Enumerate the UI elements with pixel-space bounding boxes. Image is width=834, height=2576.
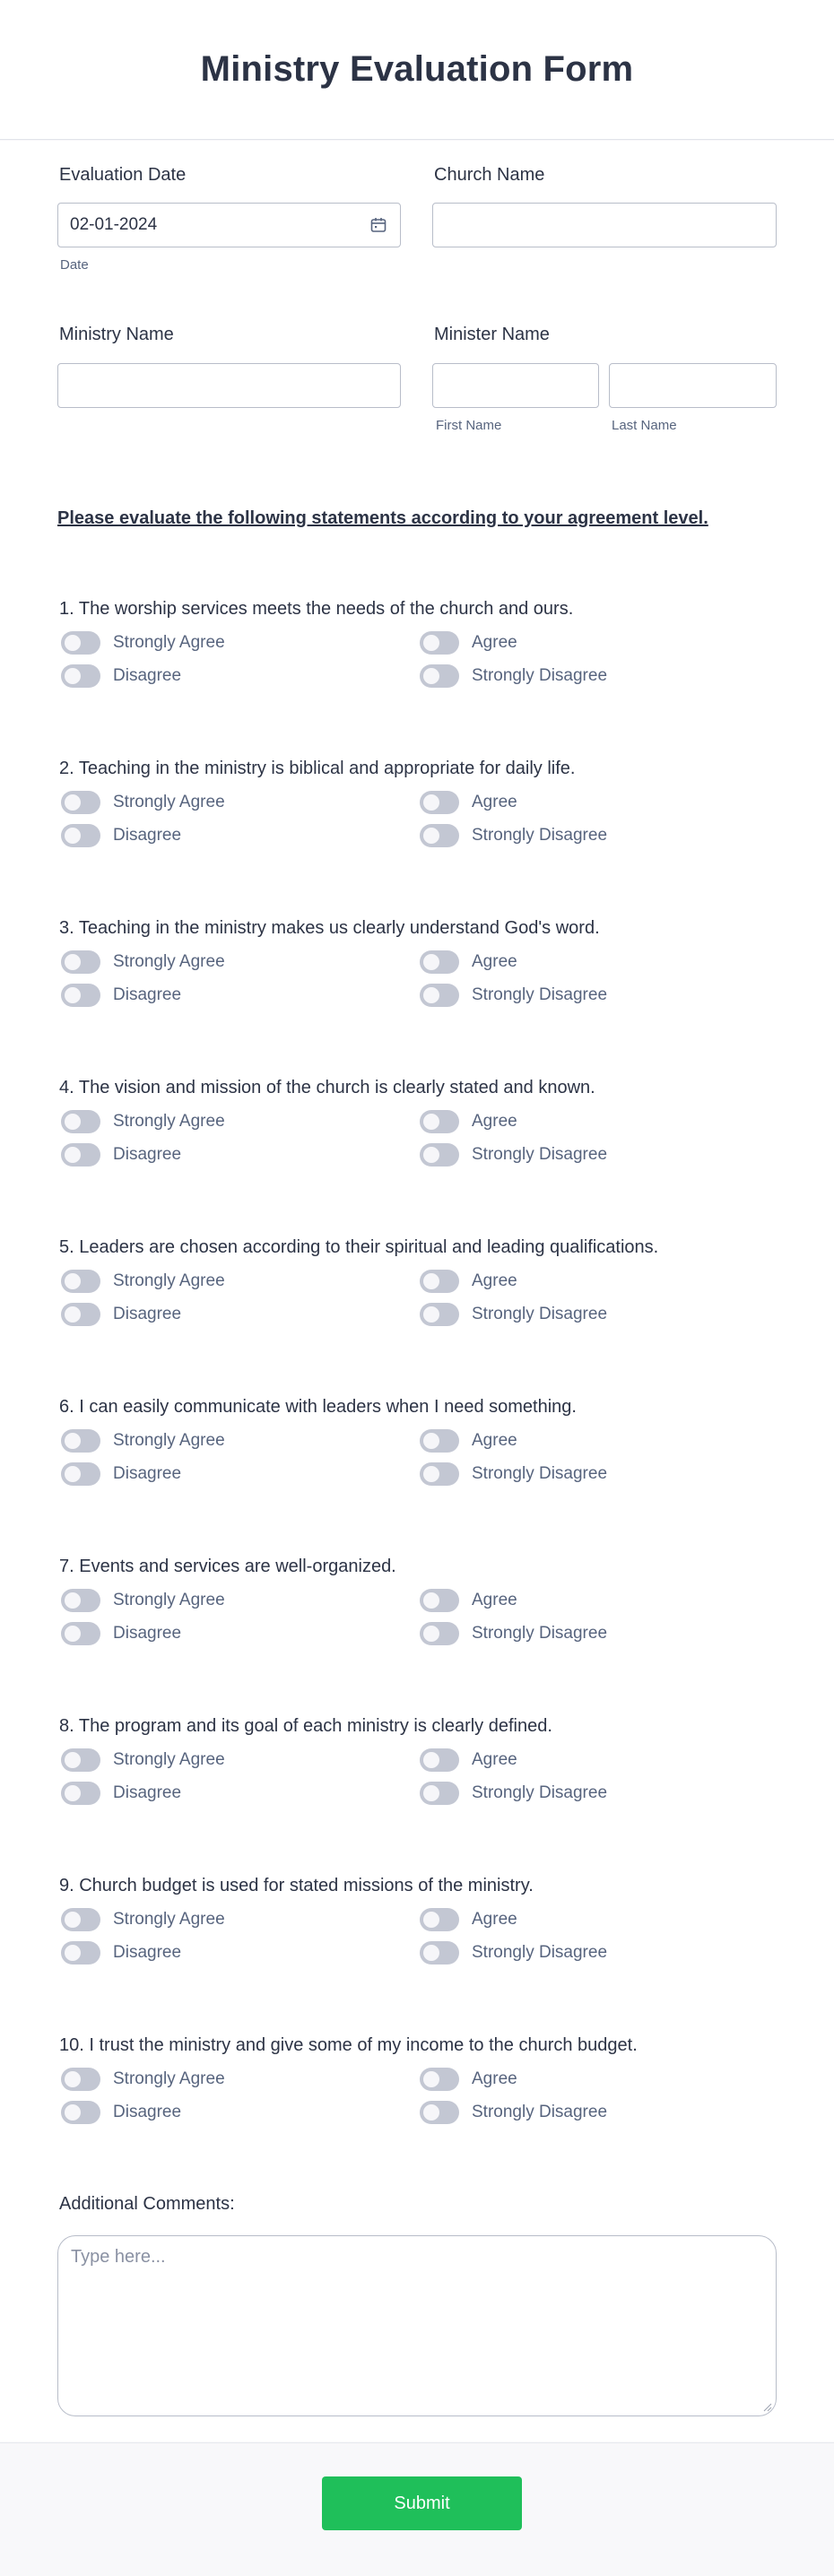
option-strongly-agree[interactable] — [61, 1748, 225, 1772]
option-label: Disagree — [113, 985, 182, 1004]
question-text: 10. I trust the ministry and give some of my income to the church budget. — [59, 2035, 638, 2055]
option-agree[interactable] — [420, 1908, 517, 1931]
option-label: Strongly Agree — [113, 793, 225, 811]
toggle-switch[interactable] — [61, 2068, 100, 2091]
toggle-switch[interactable] — [420, 2068, 459, 2091]
form-footer — [0, 2442, 834, 2576]
option-strongly-agree[interactable] — [61, 1429, 225, 1453]
option-disagree[interactable] — [61, 824, 181, 847]
toggle-switch[interactable] — [61, 824, 100, 847]
option-label: Disagree — [113, 1783, 182, 1802]
toggle-switch[interactable] — [420, 791, 459, 814]
option-label: Agree — [472, 2069, 517, 2088]
toggle-switch[interactable] — [420, 1303, 459, 1326]
ministry-name-label: Ministry Name — [59, 325, 174, 344]
option-strongly-agree[interactable] — [61, 791, 225, 814]
question-block — [59, 2035, 777, 2134]
minister-last-name-input[interactable] — [609, 363, 777, 408]
option-agree[interactable] — [420, 1589, 517, 1612]
option-label: Strongly Disagree — [472, 1943, 608, 1962]
option-strongly-disagree[interactable] — [420, 1143, 607, 1167]
option-label: Disagree — [113, 1624, 182, 1643]
toggle-switch[interactable] — [420, 1908, 459, 1931]
option-label: Strongly Agree — [113, 1750, 225, 1769]
question-block — [59, 1397, 777, 1496]
toggle-switch[interactable] — [420, 1782, 459, 1805]
option-label: Disagree — [113, 1464, 182, 1483]
evaluation-date-sublabel: Date — [60, 257, 89, 273]
option-label: Strongly Disagree — [472, 1783, 608, 1802]
option-agree[interactable] — [420, 1270, 517, 1293]
question-block — [59, 759, 777, 857]
option-label: Disagree — [113, 1305, 182, 1323]
question-text: 1. The worship services meets the needs of the church and ours. — [59, 599, 574, 619]
option-label: Strongly Disagree — [472, 826, 608, 845]
option-strongly-disagree[interactable] — [420, 1941, 607, 1965]
option-agree[interactable] — [420, 950, 517, 974]
toggle-switch[interactable] — [61, 1270, 100, 1293]
toggle-switch[interactable] — [61, 1429, 100, 1453]
option-disagree[interactable] — [61, 1941, 181, 1965]
toggle-switch[interactable] — [420, 1143, 459, 1167]
toggle-switch[interactable] — [61, 1589, 100, 1612]
option-agree[interactable] — [420, 1429, 517, 1453]
toggle-switch[interactable] — [420, 1941, 459, 1965]
toggle-switch[interactable] — [420, 664, 459, 688]
toggle-switch[interactable] — [420, 984, 459, 1007]
ministry-name-input[interactable] — [57, 363, 401, 408]
option-strongly-agree[interactable] — [61, 1589, 225, 1612]
option-strongly-disagree[interactable] — [420, 2101, 607, 2124]
toggle-switch[interactable] — [420, 1429, 459, 1453]
option-label: Agree — [472, 1271, 517, 1290]
minister-name-label: Minister Name — [434, 325, 550, 344]
option-agree[interactable] — [420, 1748, 517, 1772]
question-block — [59, 918, 777, 1017]
option-label: Strongly Agree — [113, 1591, 225, 1609]
option-disagree[interactable] — [61, 1782, 181, 1805]
toggle-switch[interactable] — [61, 1941, 100, 1965]
option-label: Strongly Agree — [113, 1910, 225, 1929]
option-strongly-disagree[interactable] — [420, 824, 607, 847]
option-label: Agree — [472, 1112, 517, 1131]
church-name-label: Church Name — [434, 165, 545, 185]
toggle-switch[interactable] — [61, 664, 100, 688]
option-label: Strongly Agree — [113, 2069, 225, 2088]
option-strongly-disagree[interactable] — [420, 1622, 607, 1645]
option-label: Strongly Agree — [113, 952, 225, 971]
option-strongly-agree[interactable] — [61, 1908, 225, 1931]
form-body — [0, 141, 834, 2442]
option-strongly-disagree[interactable] — [420, 984, 607, 1007]
option-label: Disagree — [113, 2103, 182, 2121]
option-disagree[interactable] — [61, 1462, 181, 1486]
option-disagree[interactable] — [61, 2101, 181, 2124]
evaluation-date-value: 02-01-2024 — [70, 215, 158, 234]
option-disagree[interactable] — [61, 1303, 181, 1326]
toggle-switch[interactable] — [420, 824, 459, 847]
calendar-icon[interactable] — [369, 216, 387, 234]
option-strongly-disagree[interactable] — [420, 1303, 607, 1326]
toggle-switch[interactable] — [420, 1589, 459, 1612]
option-label: Strongly Disagree — [472, 1305, 608, 1323]
toggle-switch[interactable] — [420, 950, 459, 974]
option-label: Strongly Disagree — [472, 2103, 608, 2121]
last-name-sublabel: Last Name — [612, 418, 677, 433]
toggle-switch[interactable] — [61, 1462, 100, 1486]
option-agree[interactable] — [420, 631, 517, 655]
toggle-switch[interactable] — [61, 1622, 100, 1645]
question-text: 6. I can easily communicate with leaders when I need something. — [59, 1397, 577, 1417]
option-disagree[interactable] — [61, 984, 181, 1007]
question-block — [59, 1557, 777, 1655]
form-title: Ministry Evaluation Form — [200, 49, 634, 89]
question-text: 9. Church budget is used for stated missions of the ministry. — [59, 1876, 534, 1895]
toggle-switch[interactable] — [420, 1748, 459, 1772]
option-strongly-agree[interactable] — [61, 1110, 225, 1133]
question-block — [59, 1237, 777, 1336]
option-label: Agree — [472, 952, 517, 971]
question-text: 4. The vision and mission of the church is clearly stated and known. — [59, 1078, 595, 1097]
evaluation-date-input[interactable] — [57, 203, 401, 247]
option-label: Strongly Agree — [113, 633, 225, 652]
toggle-switch[interactable] — [61, 1908, 100, 1931]
resize-handle-icon[interactable] — [761, 2401, 772, 2412]
option-label: Agree — [472, 633, 517, 652]
question-block — [59, 1876, 777, 1974]
option-label: Agree — [472, 1591, 517, 1609]
question-text: 7. Events and services are well-organized. — [59, 1557, 396, 1576]
toggle-switch[interactable] — [61, 791, 100, 814]
option-label: Disagree — [113, 1145, 182, 1164]
question-text: 5. Leaders are chosen according to their spiritual and leading qualifications. — [59, 1237, 659, 1257]
form-header — [0, 0, 834, 140]
option-strongly-disagree[interactable] — [420, 664, 607, 688]
option-label: Strongly Disagree — [472, 666, 608, 685]
option-label: Disagree — [113, 666, 182, 685]
toggle-switch[interactable] — [61, 984, 100, 1007]
option-label: Disagree — [113, 1943, 182, 1962]
option-label: Strongly Disagree — [472, 1464, 608, 1483]
toggle-switch[interactable] — [61, 1303, 100, 1326]
toggle-switch[interactable] — [61, 1143, 100, 1167]
option-strongly-agree[interactable] — [61, 950, 225, 974]
option-strongly-agree[interactable] — [61, 2068, 225, 2091]
option-label: Agree — [472, 1910, 517, 1929]
question-block — [59, 599, 777, 698]
option-label: Strongly Agree — [113, 1112, 225, 1131]
comments-placeholder: Type here... — [71, 2247, 166, 2267]
question-block — [59, 1716, 777, 1815]
option-strongly-disagree[interactable] — [420, 1462, 607, 1486]
option-strongly-agree[interactable] — [61, 1270, 225, 1293]
option-agree[interactable] — [420, 1110, 517, 1133]
evaluation-date-label: Evaluation Date — [59, 165, 187, 185]
toggle-switch[interactable] — [61, 1110, 100, 1133]
instruction-text: Please evaluate the following statements according to your agreement level. — [57, 508, 708, 528]
toggle-switch[interactable] — [420, 2101, 459, 2124]
toggle-switch[interactable] — [420, 631, 459, 655]
submit-button[interactable]: Submit — [322, 2476, 522, 2530]
question-text: 8. The program and its goal of each ministry is clearly defined. — [59, 1716, 552, 1736]
toggle-switch[interactable] — [420, 1110, 459, 1133]
option-label: Agree — [472, 793, 517, 811]
comments-textarea[interactable] — [57, 2235, 777, 2416]
option-label: Agree — [472, 1750, 517, 1769]
toggle-switch[interactable] — [61, 1782, 100, 1805]
option-label: Strongly Disagree — [472, 1145, 608, 1164]
option-disagree[interactable] — [61, 1143, 181, 1167]
option-agree[interactable] — [420, 791, 517, 814]
question-block — [59, 1078, 777, 1176]
option-label: Disagree — [113, 826, 182, 845]
toggle-switch[interactable] — [61, 631, 100, 655]
option-disagree[interactable] — [61, 664, 181, 688]
option-label: Strongly Agree — [113, 1271, 225, 1290]
toggle-switch[interactable] — [420, 1270, 459, 1293]
toggle-switch[interactable] — [61, 950, 100, 974]
first-name-sublabel: First Name — [436, 418, 502, 433]
option-label: Strongly Agree — [113, 1431, 225, 1450]
toggle-switch[interactable] — [420, 1622, 459, 1645]
minister-first-name-input[interactable] — [432, 363, 599, 408]
comments-label: Additional Comments: — [59, 2194, 235, 2214]
option-strongly-disagree[interactable] — [420, 1782, 607, 1805]
option-agree[interactable] — [420, 2068, 517, 2091]
toggle-switch[interactable] — [61, 1748, 100, 1772]
option-strongly-agree[interactable] — [61, 631, 225, 655]
church-name-input[interactable] — [432, 203, 777, 247]
option-label: Agree — [472, 1431, 517, 1450]
question-text: 3. Teaching in the ministry makes us clearly understand God's word. — [59, 918, 600, 938]
option-label: Strongly Disagree — [472, 1624, 608, 1643]
question-text: 2. Teaching in the ministry is biblical and appropriate for daily life. — [59, 759, 576, 778]
option-disagree[interactable] — [61, 1622, 181, 1645]
option-label: Strongly Disagree — [472, 985, 608, 1004]
toggle-switch[interactable] — [420, 1462, 459, 1486]
toggle-switch[interactable] — [61, 2101, 100, 2124]
